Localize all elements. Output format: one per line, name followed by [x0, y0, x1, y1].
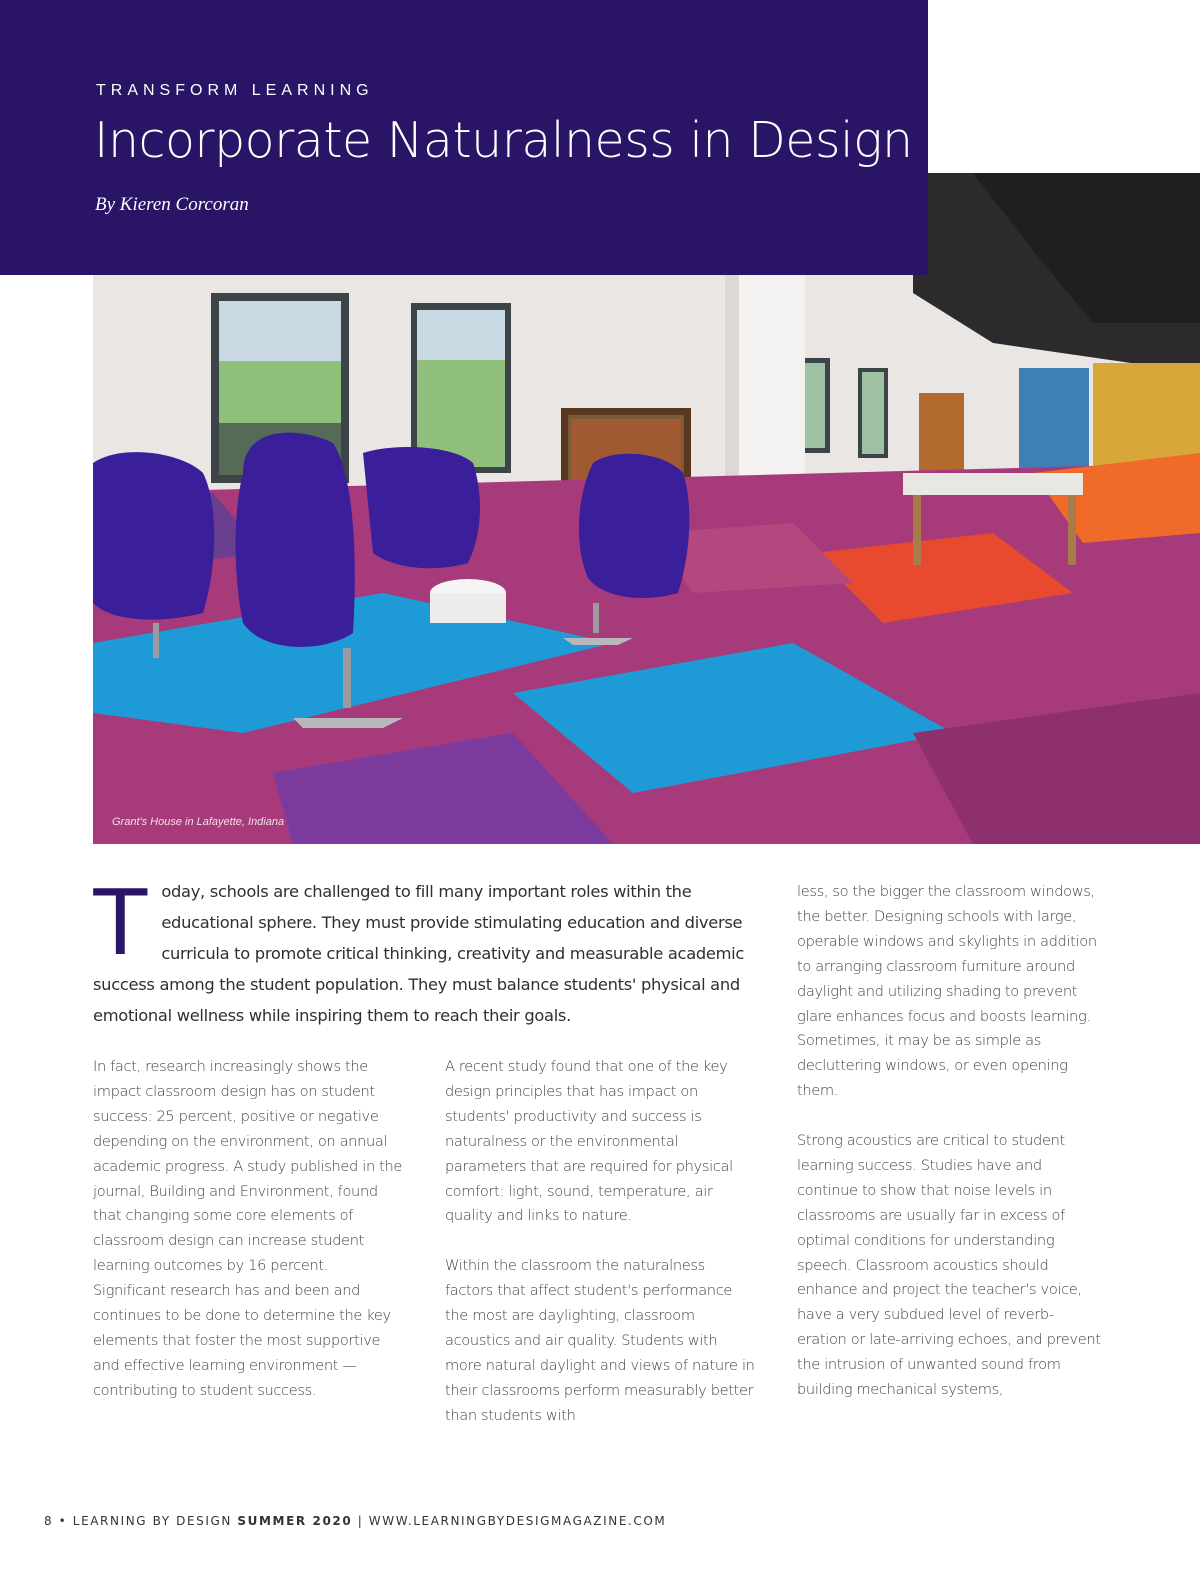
article-title: Incorporate Naturalness in Design [94, 112, 913, 169]
page-footer [44, 1514, 666, 1528]
paragraph: Strong acoustics are critical to student learning success. Studies have and continue to show that noise levels in classrooms are usually far in excess of optimal conditions for understanding speech. Classroom acoustics should enhance and project the teacher's voice, have a very subdued level of reverb-eration or late-arriving echoes, and prevent the intrusion of unwanted sound from building mechanical systems, [797, 1132, 1101, 1399]
window-right [411, 303, 511, 473]
egg-chair-mid [363, 447, 480, 568]
page-number: 8 [44, 1514, 54, 1528]
byline: By Kieren Corcoran [95, 194, 249, 215]
paragraph: Within the classroom the naturalness factors that affect student's performance the most are daylighting, classroom acoustics and air quality. Students with more natural daylight and views of nature in their classrooms perform measurably better than students with [445, 1257, 755, 1424]
lead-text: oday, schools are challenged to fill many important roles within the educational sphere. They must provide stimulating education and diverse curricula to promote critical thinking, creativity and measurable academic success among the student population. They must balance students' physical and emotional wellness while inspiring them to reach their goals. [93, 882, 745, 1025]
magazine-name: LEARNING BY DESIGN [72, 1514, 232, 1528]
paragraph: In fact, research increasingly shows the impact classroom design has on student success: 25 percent, positive or negative depending on the environment, on annual academic progress. A study published in the journal, Building and Environment, found that changing some core elements of classroom design can increase student learning outcomes by 16 percent. Significant research has and been and continues to be done to determine the key elements that foster the most supportive and effective learning environment — contributing to student success. [93, 1058, 403, 1399]
separator: | [357, 1514, 364, 1528]
body-column-3 [797, 880, 1102, 1428]
header-band [0, 0, 928, 275]
body-column-2 [445, 1055, 755, 1453]
bullet: • [58, 1514, 68, 1528]
paragraph: A recent study found that one of the key design principles that has impact on students' productivity and success is naturalness or the environmental parameters that are required for physical comfort: light, sound, temperature, air quality and links to nature. [445, 1058, 733, 1225]
website-url: WWW.LEARNINGBYDESIGMAGAZINE.COM [368, 1514, 667, 1528]
paragraph: less, so the bigger the classroom windows, the better. Designing schools with large, operable windows and skylights in addition to arranging classroom furniture around daylight and utilizing shading to prevent glare enhances focus and boosts learning. Sometimes, it may be as simple as decluttering windows, or even opening them. [797, 883, 1097, 1100]
body-column-1 [93, 1055, 403, 1429]
lead-paragraph [91, 868, 753, 1031]
photo-caption: Grant's House in Lafayette, Indiana [112, 816, 285, 828]
section-kicker: TRANSFORM LEARNING [96, 82, 374, 99]
issue-label: SUMMER 2020 [237, 1514, 353, 1528]
drop-cap: T [91, 868, 150, 975]
